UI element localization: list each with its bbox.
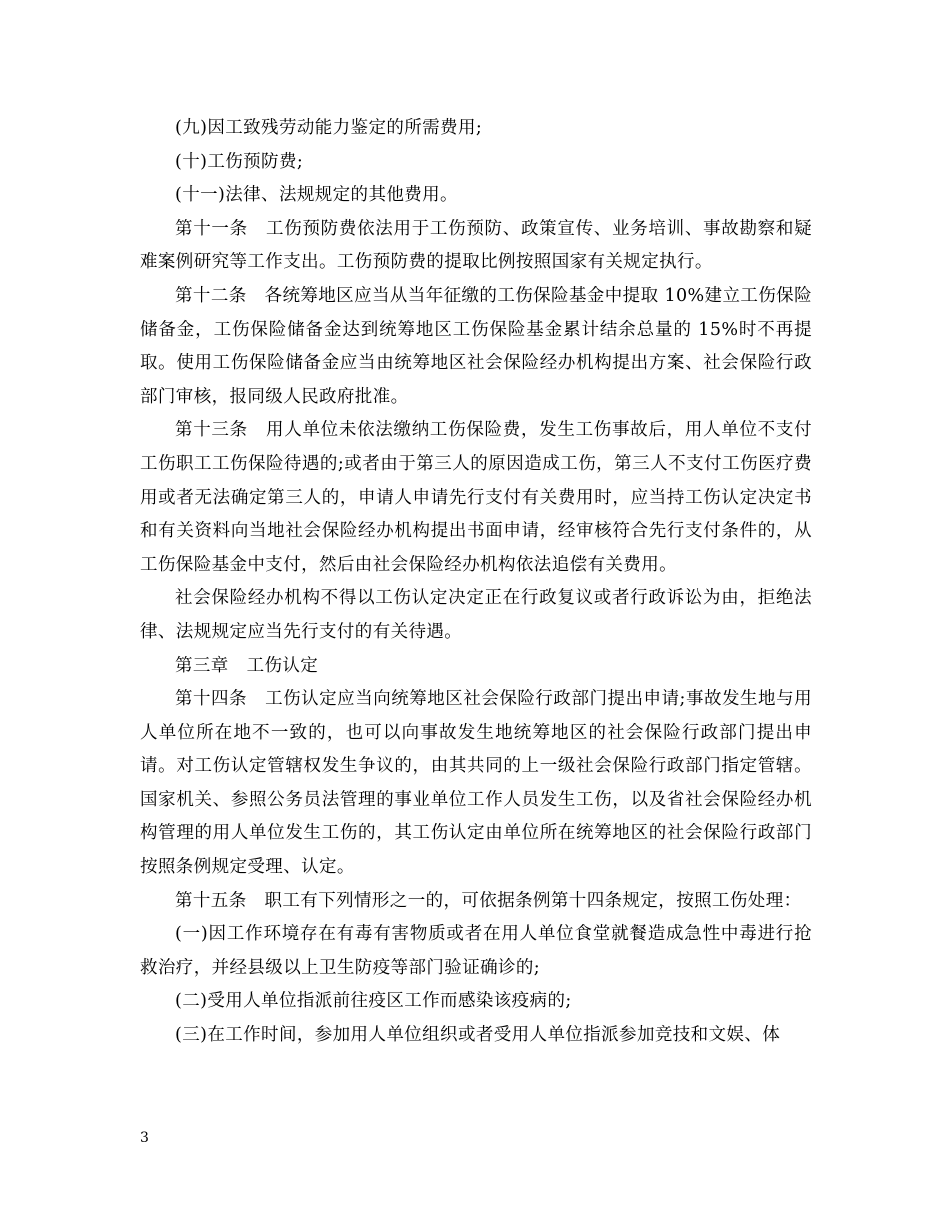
- document-body: [140, 112, 812, 1053]
- article-12-paragraph: 第十二条 各统筹地区应当从当年征缴的工伤保险基金中提取 10%建立工伤保险储备金，工伤保险储备金达到统筹地区工伤保险基金累计结余总量的 15%时不再提取。使用工伤保险储备金应当由统筹地区社会保险经办机构提出方案、社会保险行政部门审核，报同级人民政府批准。: [140, 285, 812, 407]
- article-15-item-3: (三)在工作时间，参加用人单位组织或者受用人单位指派参加竞技和文娱、体: [175, 1025, 781, 1046]
- chapter-3-heading: 第三章 工伤认定: [175, 655, 319, 676]
- article-13-supplement-paragraph: 社会保险经办机构不得以工伤认定决定正在行政复议或者行政诉讼为由，拒绝法律、法规规定应当先行支付的有关待遇。: [140, 588, 812, 642]
- article-15-item-1: (一)因工作环境存在有毒有害物质或者在用人单位食堂就餐造成急性中毒进行抢救治疗，并经县级以上卫生防疫等部门验证确诊的;: [140, 924, 812, 978]
- article-15-item-2: (二)受用人单位指派前往疫区工作而感染该疫病的;: [175, 991, 572, 1012]
- paragraph-item-9-cost: (九)因工致残劳动能力鉴定的所需费用;: [175, 118, 483, 138]
- article-14-paragraph: 第十四条 工伤认定应当向统筹地区社会保险行政部门提出申请;事故发生地与用人单位所在地不一致的，也可以向事故发生地统筹地区的社会保险行政部门提出申请。对工伤认定管辖权发生争议的，由其共同的上一级社会保险行政部门指定管辖。国家机关、参照公务员法管理的事业单位工作人员发生工伤，以及省社会保险经办机构管理的用人单位发生工伤的，其工伤认定由单位所在统筹地区的社会保险行政部门按照条例规定受理、认定。: [140, 689, 812, 878]
- paragraph-item-10-cost: (十)工伤预防费;: [175, 151, 304, 172]
- article-13-paragraph: 第十三条 用人单位未依法缴纳工伤保险费，发生工伤事故后，用人单位不支付工伤职工工伤保险待遇的;或者由于第三人的原因造成工伤，第三人不支付工伤医疗费用或者无法确定第三人的，申请人申请先行支付有关费用时，应当持工伤认定决定书和有关资料向当地社会保险经办机构提出书面申请，经审核符合先行支付条件的，从工伤保险基金中支付，然后由社会保险经办机构依法追偿有关费用。: [140, 420, 812, 575]
- paragraph-item-11-cost: (十一)法律、法规规定的其他费用。: [175, 185, 458, 206]
- page-number: 3: [140, 1130, 149, 1146]
- article-15-paragraph: 第十五条 职工有下列情形之一的，可依据条例第十四条规定，按照工伤处理：: [175, 890, 802, 911]
- article-11-paragraph: 第十一条 工伤预防费依法用于工伤预防、政策宣传、业务培训、事故勘察和疑难案例研究等工作支出。工伤预防费的提取比例按照国家有关规定执行。: [140, 218, 812, 273]
